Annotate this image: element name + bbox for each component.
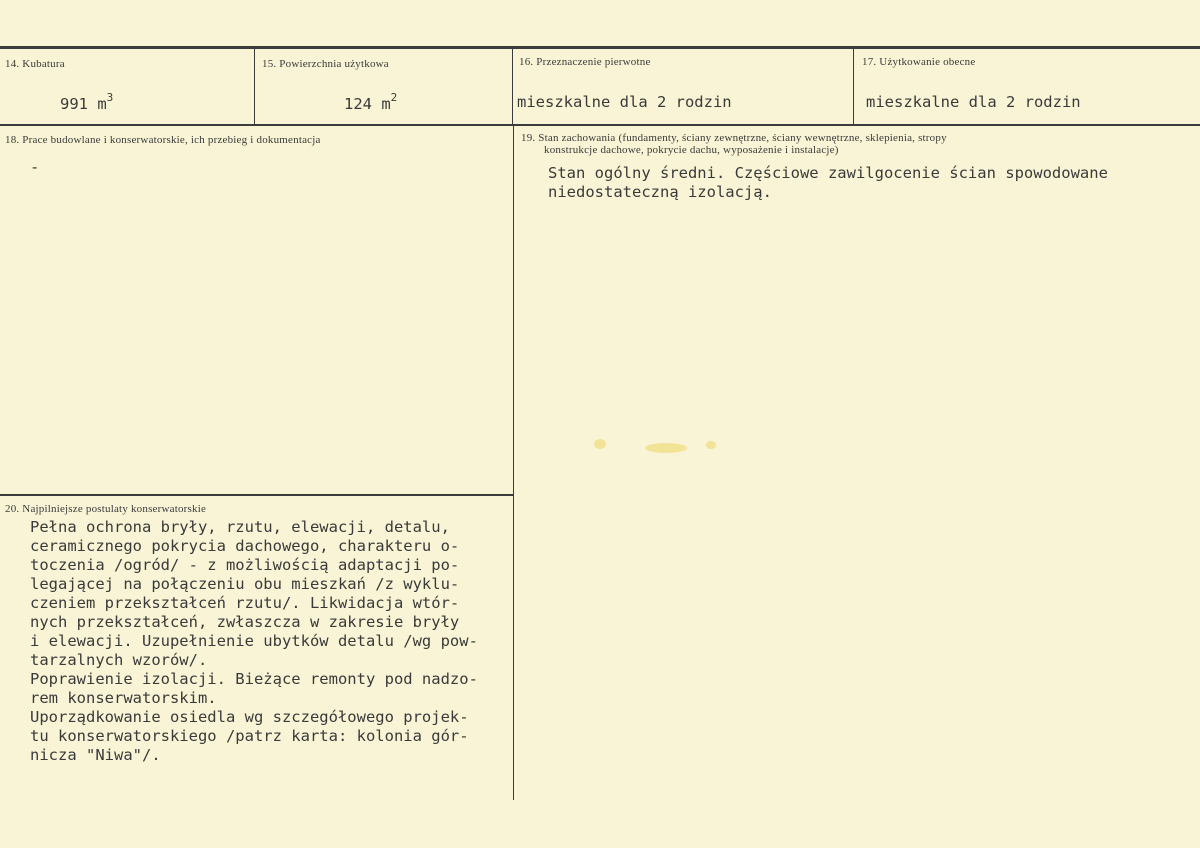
field-20-line: nych przekształceń, zwłaszcza w zakresie bryły [30,613,460,631]
field-20-line: ceramicznego pokrycia dachowego, charakteru o- [30,537,460,555]
field-20-line: nicza "Niwa"/. [30,746,161,764]
field-15-unit-exponent: 2 [390,91,398,104]
paper-stain [645,443,687,453]
col-divider-2 [512,49,513,125]
field-16-label: 16. Przeznaczenie pierwotne [519,56,651,68]
paper-stain [706,441,716,449]
row1-divider [0,124,1200,126]
field-20-text [30,518,478,765]
field-14-value [60,93,113,113]
section-divider [0,494,513,496]
field-17-value: mieszkalne dla 2 rodzin [866,93,1081,111]
field-17-label: 17. Użytkowanie obecne [862,56,976,68]
field-14-unit-exponent: 3 [106,91,114,104]
field-20-line: tu konserwatorskiego /patrz karta: kolonia gór- [30,727,469,745]
field-20-line: czeniem przekształceń rzutu/. Likwidacja wtór- [30,594,460,612]
paper-stain [594,439,606,449]
field-20-line: rem konserwatorskim. [30,689,217,707]
field-18-label: 18. Prace budowlane i konserwatorskie, ich przebieg i dokumentacja [5,134,321,146]
field-19-line: niedostateczną izolacją. [548,183,772,201]
field-18-value: - [30,158,40,176]
field-16-value: mieszkalne dla 2 rodzin [517,93,732,111]
field-20-line: legającej na połączeniu obu mieszkań /z wyklu- [30,575,460,593]
field-20-line: Poprawienie izolacji. Bieżące remonty pod nadzo- [30,670,478,688]
field-19-label-line1: 19. Stan zachowania (fundamenty, ściany zewnętrzne, ściany wewnętrzne, sklepienia, stropy [521,132,947,144]
field-20-line: i elewacji. Uzupełnienie ubytków detalu /wg pow- [30,632,478,650]
field-19-text [548,164,1108,202]
field-20-line: Pełna ochrona bryły, rzutu, elewacji, detalu, [30,518,450,536]
field-19-label-line2: konstrukcje dachowe, pokrycie dachu, wyposażenie i instalacje) [544,144,839,156]
field-15-value [344,93,397,113]
col-divider-1 [254,49,255,125]
field-19-line: Stan ogólny średni. Częściowe zawilgocenie ścian spowodowane [548,164,1108,182]
field-20-line: tarzalnych wzorów/. [30,651,208,669]
field-15-number: 124 m [344,95,391,114]
field-20-line: Uporządkowanie osiedla wg szczegółowego projek- [30,708,469,726]
field-14-label: 14. Kubatura [5,58,65,70]
col-divider-3 [853,49,854,125]
top-border [0,46,1200,49]
field-15-label: 15. Powierzchnia użytkowa [262,58,389,70]
field-14-number: 991 m [60,95,107,114]
field-20-line: toczenia /ogród/ - z możliwością adaptacji po- [30,556,460,574]
main-vertical-divider [513,126,514,800]
field-20-label: 20. Najpilniejsze postulaty konserwatorskie [5,503,207,515]
